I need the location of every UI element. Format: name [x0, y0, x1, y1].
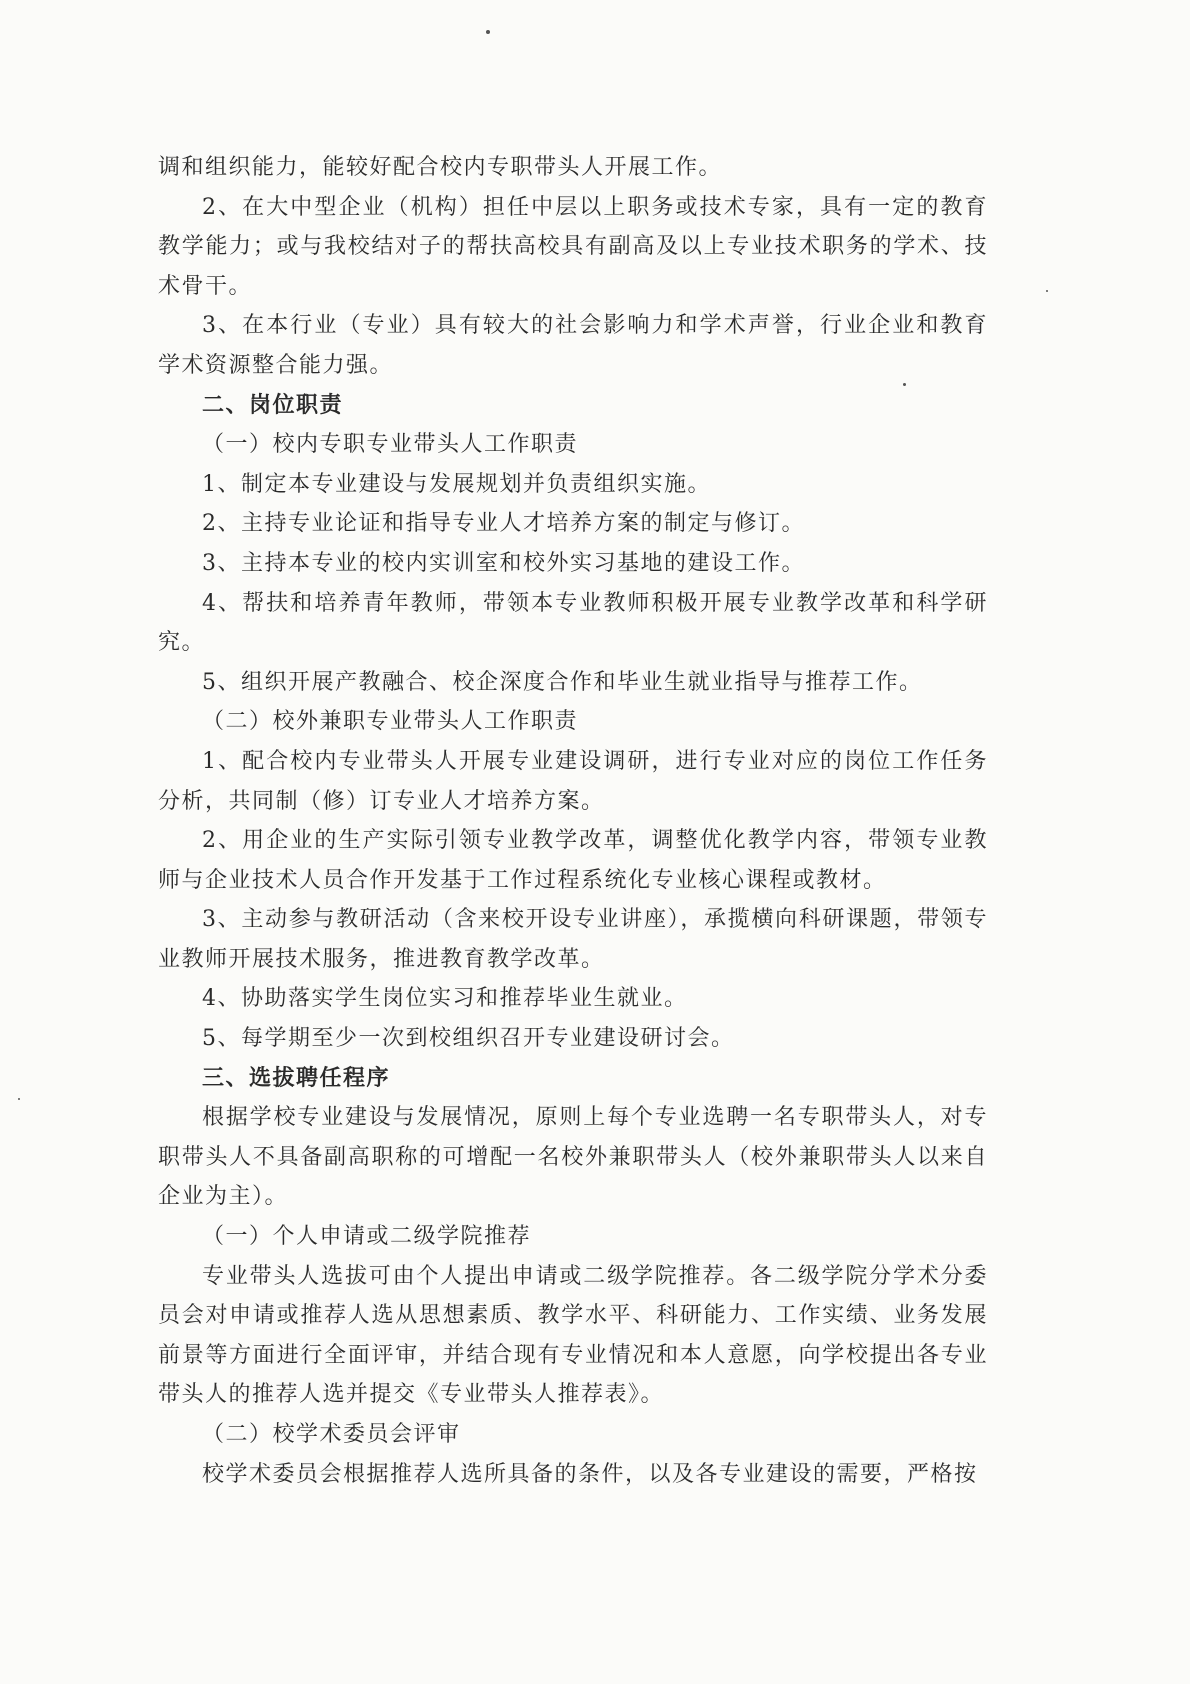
subsection-heading-review: （二）校学术委员会评审 — [202, 1422, 461, 1447]
scan-speck — [18, 1098, 20, 1100]
list-item: 2、用企业的生产实际引领专业教学改革，调整优化教学内容，带领专业教师与企业技术人员合作开发基于工作过程系统化专业核心课程或教材。 — [158, 828, 988, 893]
list-item: 3、主动参与教研活动（含来校开设专业讲座），承揽横向科研课题，带领专业教师开展技术服务，推进教育教学改革。 — [158, 907, 988, 972]
paragraph-continuation: 调和组织能力，能较好配合校内专职带头人开展工作。 — [158, 155, 723, 180]
section-heading-duties: 二、岗位职责 — [202, 391, 344, 418]
list-item: 1、制定本专业建设与发展规划并负责组织实施。 — [202, 471, 711, 497]
paragraph-qualification-3: 3、在本行业（专业）具有较大的社会影响力和学术声誉，行业企业和教育学术资源整合能力强。 — [158, 313, 988, 378]
scan-speck — [1046, 290, 1048, 292]
document-body — [158, 148, 988, 1494]
subsection-heading-external-duties: （二）校外兼职专业带头人工作职责 — [202, 709, 579, 735]
paragraph-review: 校学术委员会根据推荐人选所具备的条件，以及各专业建设的需要，严格按 — [202, 1461, 978, 1487]
list-item: 5、每学期至少一次到校组织召开专业建设研讨会。 — [202, 1026, 735, 1052]
paragraph-selection-intro: 根据学校专业建设与发展情况，原则上每个专业选聘一名专职带头人，对专职带头人不具备副高职称的可增配一名校外兼职带头人（校外兼职带头人以来自企业为主）。 — [158, 1105, 988, 1210]
list-item: 4、协助落实学生岗位实习和推荐毕业生就业。 — [202, 986, 688, 1012]
subsection-heading-internal-duties: （一）校内专职专业带头人工作职责 — [202, 432, 579, 458]
section-heading-selection: 三、选拔聘任程序 — [202, 1064, 391, 1091]
paragraph-application: 专业带头人选拔可由个人提出申请或二级学院推荐。各二级学院分学术分委员会对申请或推荐人选从思想素质、教学水平、科研能力、工作实绩、业务发展前景等方面进行全面评审，并结合现有专业情况和本人意愿，向学校提出各专业带头人的推荐人选并提交《专业带头人推荐表》。 — [158, 1263, 988, 1408]
list-item: 1、配合校内专业带头人开展专业建设调研，进行专业对应的岗位工作任务分析，共同制（修）订专业人才培养方案。 — [158, 748, 988, 814]
list-item: 5、组织开展产教融合、校企深度合作和毕业生就业指导与推荐工作。 — [202, 669, 923, 695]
subsection-heading-application: （一）个人申请或二级学院推荐 — [202, 1224, 532, 1250]
paragraph-qualification-2: 2、在大中型企业（机构）担任中层以上职务或技术专家，具有一定的教育教学能力；或与我校结对子的帮扶高校具有副高及以上专业技术职务的学术、技术骨干。 — [158, 194, 988, 299]
list-item: 4、帮扶和培养青年教师，带领本专业教师积极开展专业教学改革和科学研究。 — [158, 590, 988, 656]
list-item: 3、主持本专业的校内实训室和校外实习基地的建设工作。 — [202, 550, 805, 576]
list-item: 2、主持专业论证和指导专业人才培养方案的制定与修订。 — [202, 511, 805, 537]
scan-speck — [486, 30, 490, 34]
